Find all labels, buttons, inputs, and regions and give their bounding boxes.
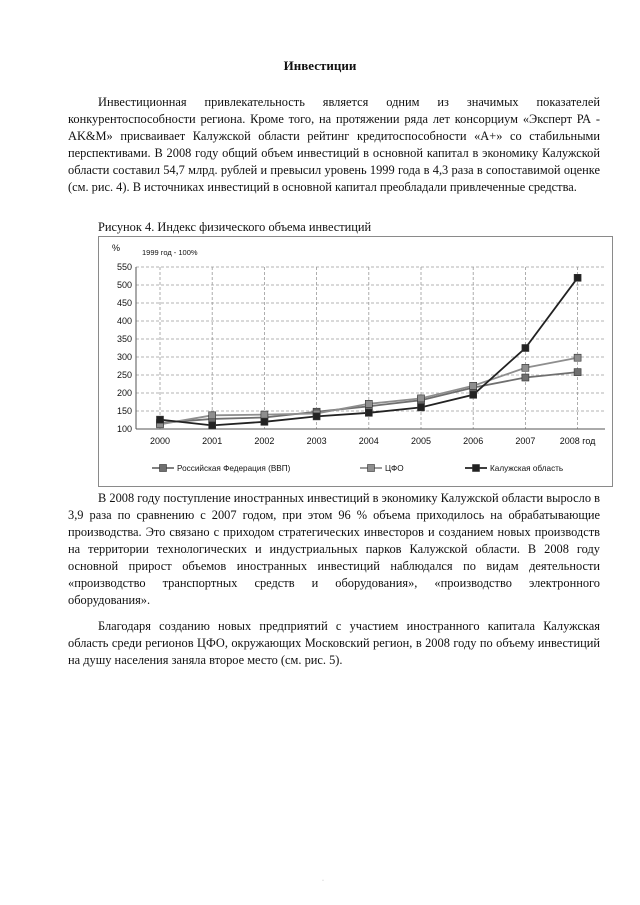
series-point-3: [261, 418, 268, 425]
chart-frame: [99, 237, 613, 487]
legend-label: Калужская область: [490, 464, 564, 473]
legend-label: ЦФО: [385, 464, 404, 473]
y-tick-label: 300: [116, 352, 132, 362]
series-point-3: [157, 416, 164, 423]
series-point-3: [365, 409, 372, 416]
y-tick-label: 200: [116, 388, 132, 398]
legend-marker: [473, 465, 480, 472]
legend-marker: [160, 465, 167, 472]
x-tick-label: 2002: [254, 436, 275, 446]
x-tick-label: 2005: [410, 436, 432, 446]
paragraph-ranking: [68, 618, 600, 669]
paragraph-foreign-investment-text: В 2008 году поступление иностранных инвестиций в экономику Калужской области выросло в 3,9 раза по сравнению с 2007 годом, при этом 96 % объема приходилось на обрабатывающие производства. Это связано с приходом стратегических инвесторов и созданием новых производств на территории технологических и индустриальных парков Калужской области. В 2008 году основной прирост объемов иностранных инвестиций наблюдался по видам деятельности «производство транспортных средств и оборудования», «производство электронного оборудования».: [68, 491, 600, 607]
series-point-2: [574, 354, 581, 361]
y-tick-label: 250: [116, 370, 132, 380]
y-tick-label: 350: [116, 334, 132, 344]
y-tick-label: 150: [116, 406, 132, 416]
y-unit-label: %: [112, 243, 121, 253]
paragraph-intro-text: Инвестиционная привлекательность является одним из значимых показателей конкурентоспособности региона. Кроме того, на протяжении ряда лет консорциум «Эксперт РА - AK&M» присваивает Калужской области рейтинг кредитоспособности «A+» со стабильными перспективами. В 2008 году общий объем инвестиций в основной капитал в экономику Калужской области составил 54,7 млрд. рублей и превысил уровень 1999 года в 4,3 раза в сопоставимой оценке (см. рис. 4). В источниках инвестиций в основной капитал преобладали привлеченные средства.: [68, 95, 600, 194]
x-tick-label: 2000: [149, 436, 171, 446]
series-point-3: [313, 413, 320, 420]
paragraph-intro: [68, 94, 600, 196]
series-point-2: [522, 364, 529, 371]
series-point-2: [261, 411, 268, 418]
series-point-1: [574, 369, 581, 376]
chart-subtitle: 1999 год - 100%: [142, 248, 198, 257]
series-point-2: [365, 400, 372, 407]
legend-marker: [368, 465, 375, 472]
x-tick-label: 2003: [306, 436, 327, 446]
investment-index-chart: [98, 236, 613, 487]
section-heading: Инвестиции: [283, 58, 357, 73]
figure-caption: Рисунок 4. Индекс физического объема инвестиций: [98, 220, 372, 234]
series-point-3: [522, 345, 529, 352]
page-mark: ·: [322, 878, 324, 884]
y-tick-label: 100: [116, 424, 132, 434]
legend-label: Российская Федерация (ВВП): [177, 464, 291, 473]
y-tick-label: 500: [116, 280, 132, 290]
y-tick-label: 450: [116, 298, 132, 308]
series-point-2: [209, 412, 216, 419]
y-tick-label: 400: [116, 316, 132, 326]
series-point-3: [470, 391, 477, 398]
y-tick-label: 550: [116, 262, 132, 272]
series-point-3: [209, 422, 216, 429]
paragraph-ranking-text: Благодаря созданию новых предприятий с участием иностранного капитала Калужская область среди регионов ЦФО, окружающих Московский регион, в 2008 году по объему инвестиций на душу населения заняла второе место (см. рис. 5).: [68, 619, 600, 667]
x-tick-label: 2001: [202, 436, 223, 446]
x-tick-label: 2008 год: [559, 436, 596, 446]
series-point-2: [470, 382, 477, 389]
series-point-3: [418, 404, 425, 411]
series-point-2: [418, 395, 425, 402]
x-tick-label: 2006: [463, 436, 484, 446]
x-tick-label: 2004: [358, 436, 379, 446]
paragraph-foreign-investment: [68, 490, 600, 609]
x-tick-label: 2007: [515, 436, 536, 446]
series-point-3: [574, 274, 581, 281]
series-point-1: [522, 374, 529, 381]
